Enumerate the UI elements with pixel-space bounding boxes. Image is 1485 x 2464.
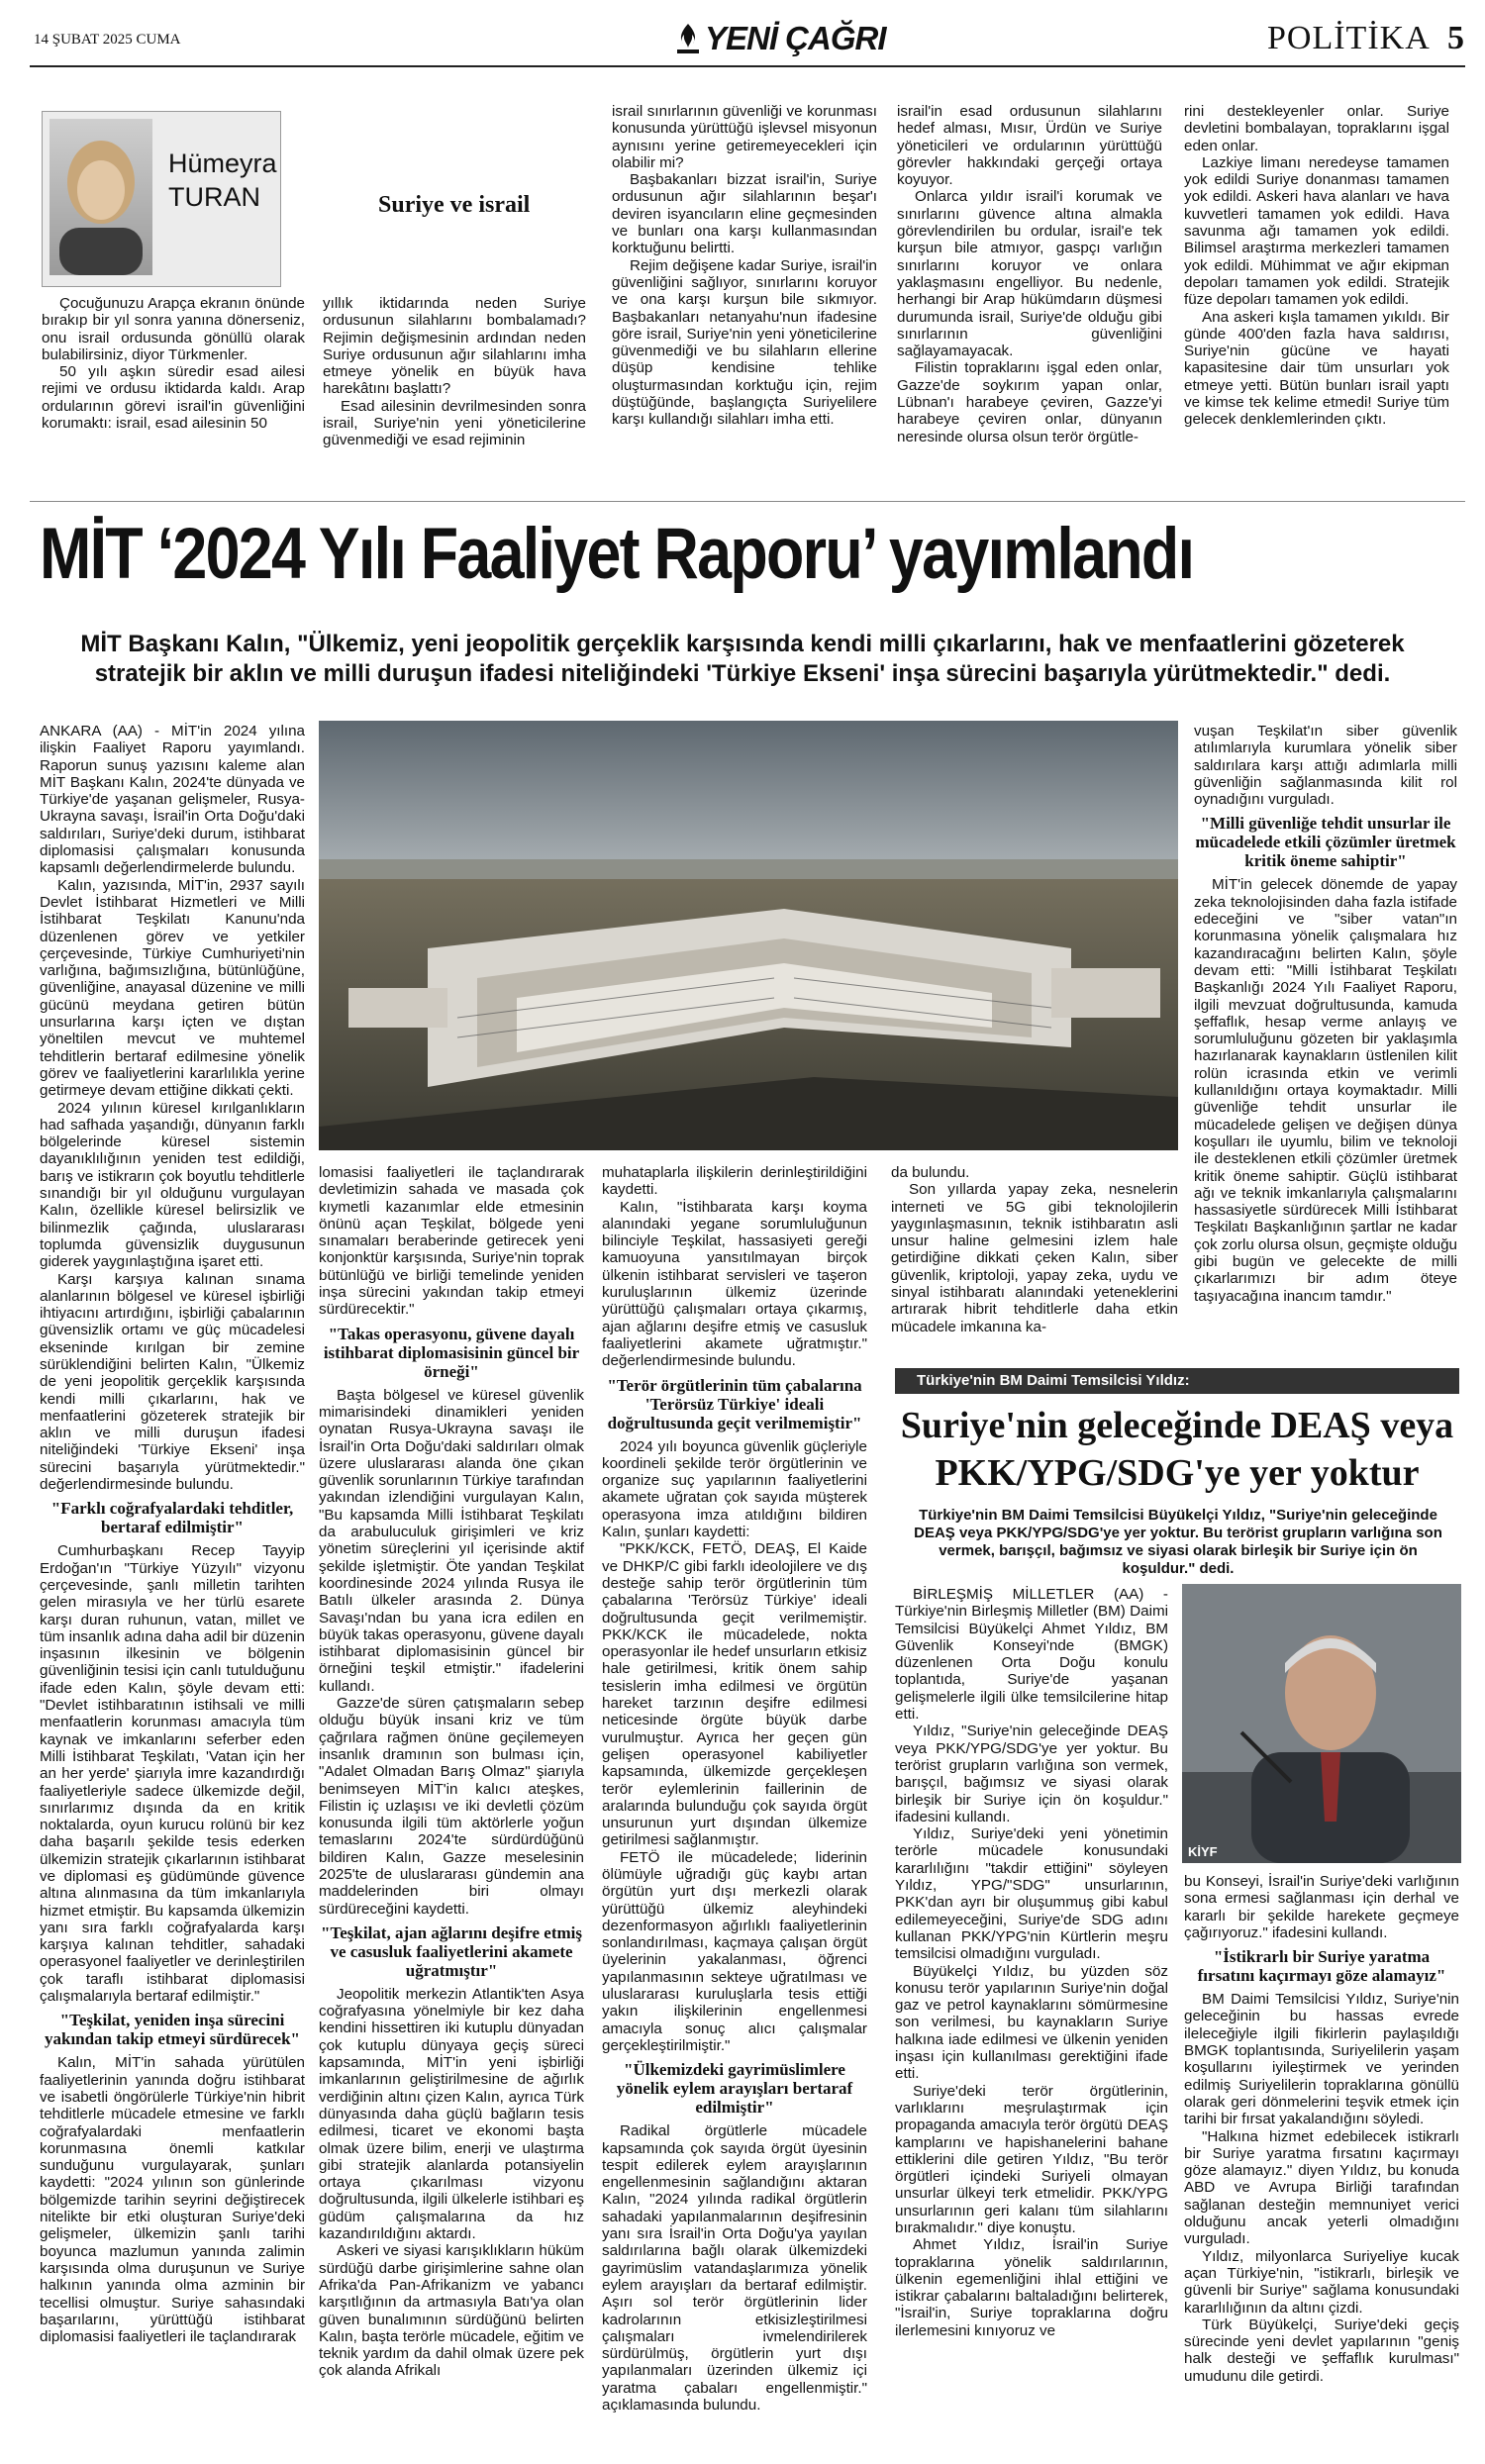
subheading: "Takas operasyonu, güvene dayalı istihbarat diplomasisinin güncel bir örneği" bbox=[323, 1324, 580, 1381]
paragraph: Suriye'deki terör örgütlerinin, varlıklarını meşrulaştırmak için propaganda amacıyla terör örgütü DEAŞ kamplarını ve hapishanelerini bahane ettiklerini dile getiren Yıldız, "Bu terör örgütleri içindeki Suriyeli olmayan unsurlar ülkeyi terk etmelidir. PKK/YPG unsurlarının geri kalanı tüm silahlarını bırakmalıdır." diye konuştu. bbox=[895, 2082, 1168, 2236]
paragraph: Başta bölgesel ve küresel güvenlik mimarisindeki dinamikleri yeniden oynatan Rusya-Ukrayna savaşı ile İsrail'in Orta Doğu'daki saldırıları olmak üzere uluslararası alanda öne çıkan güvenlik sorunlarının Türkiye tarafından yakından izlendiğini vurgulayan Kalın, "Bu kapsamda Milli İstihbarat Teşkilatı da arabuluculuk girişimleri ve kriz yönetim süreçlerini yıl içerisinde aktif şekilde işletmiştir. Öte yandan Teşkilat koordinesinde 2024 yılında Rusya ile Batılı ülkeler arasında 2. Dünya Savaşı'ndan bu yana icra edilen en büyük takas operasyonu, güvene dayalı istihbarat diplomasisinin güncel bir örneğini teşkil etmiştir." ifadelerini kullandı. bbox=[319, 1386, 584, 1695]
paragraph: muhataplarla ilişkilerin derinleştirildiğini kaydetti. bbox=[602, 1164, 867, 1199]
paragraph: israil sınırlarının güvenliği ve korunması konusunda yürüttüğü işlevsel misyonun aynısını yerine getiremeyecekleri için olabilir mi? bbox=[612, 103, 877, 171]
paragraph: Lazkiye limanı neredeyse tamamen yok edildi Suriye donanması tamamen yok edildi. Askeri hava alanları ve hava kuvvetleri tamamen yok edildi. Hava savunma ağı tamamen yok edildi. Bilimsel araştırma merkezleri tamamen yok edildi. Mühimmat ve ağır ekipman depoları tamamen yok edildi. Stratejik füze depoları tamamen yok edildi. bbox=[1184, 153, 1449, 309]
paragraph: Ahmet Yıldız, İsrail'in Suriye topraklarına yönelik saldırılarının, ülkenin egemenliğini ihlal ettiğini ve istikrar çabalarını baltaladığını belirterek, "İsrail'in, Suriye topraklarına doğru ilerlemesini kınıyoruz ve bbox=[895, 2236, 1168, 2339]
paragraph: da bulundu. bbox=[891, 1164, 970, 1181]
paragraph: Karşı karşıya kalınan sınama alanlarının bölgesel ve küresel işbirliği ihtiyacını artırdığını, işbirliği çabalarının güvensizlik ortamı ve güç mücadelesi ekseninde kırılgan bir zemine sürüklendiğini belirten Kalın, "Ülkemiz de yeni jeopolitik gerçeklik karşısında kendi milli çıkarlarını, hak ve menfaatlerini gözeterek stratejik bir aklın ve milli duruşun ifadesi niteliğindeki 'Türkiye Ekseni' inşa sürecini başarıyla yürütmektedir." değerlendirmesinde bulundu. bbox=[40, 1270, 305, 1494]
paragraph: israil'in esad ordusunun silahlarını hedef alması, Mısır, Ürdün ve Suriye yöneticileri ve ordularının yürüttüğü görevler hakkındaki gerçeği ortaya koyuyor. bbox=[897, 103, 1162, 189]
author-photo bbox=[50, 119, 152, 275]
paragraph: BM Daimi Temsilcisi Yıldız, Suriye'nin geleceğinin bu hassas evrede ileleceğiyle ilgili fikirlerin paylaşıldığı BMGK toplantısında, Suriyelilerin yaşam koşullarını iyileştirmek ve yerinden edilmiş Suriyelilerin topraklarına gönüllü olarak geri dönmelerini teşvik etmek için tarihi bir fırsat yakalandığını söyledi. bbox=[1184, 1991, 1459, 2128]
column-text-1 bbox=[42, 295, 305, 493]
subheading: "Teşkilat, yeniden inşa sürecini yakından takip etmeyi sürdürecek" bbox=[44, 2011, 300, 2049]
mit-col-3d bbox=[891, 1164, 1178, 1342]
subheading: "Ülkemizdeki gayrimüslimlere yönelik eylem arayışları bertaraf edilmiştir" bbox=[616, 2060, 853, 2118]
column-text-5 bbox=[1184, 103, 1449, 499]
photo-credit: KİYF bbox=[1188, 1844, 1218, 1859]
paragraph: Filistin topraklarını işgal eden onlar, Gazze'de soykırım yapan onlar, Lübnan'ı harabeye çeviren, Gazze'yi harabeye çeviren onlar, dünyanın neresinde olursa olsun terör örgütle- bbox=[897, 359, 1162, 445]
paragraph: Büyükelçi Yıldız, bu yüzden söz konusu terör yapılarının Suriye'nin doğal gaz ve petrol kaynaklarını sömürmesine son verilmesi, bu kaynakların Suriye halkına iade edilmesi ve ülkenin yeniden inşası için kullanılması gerektiğini ifade etti. bbox=[895, 1962, 1168, 2083]
mit-building-photo bbox=[319, 721, 1178, 1150]
column-title: Suriye ve israil bbox=[378, 192, 531, 218]
un-headline-2: PKK/YPG/SDG'ye yer yoktur bbox=[935, 1452, 1420, 1494]
paragraph: Son yıllarda yapay zeka, nesnelerin interneti ve 5G gibi teknolojilerin yaygınlaşmasının, teknik istihbaratın asli unsur haline gelmesini izlem hale getirdiğine dikkati çeken Kalın, siber güvenlik, kriptoloji, yapay zeka, uydu ve sinyal istihbaratı alanındaki yeteneklerini artırarak hibrit tehditlerle daha etkin mücadele imkanına ka- bbox=[891, 1181, 1178, 1335]
paragraph: Askeri ve siyasi karışıklıkların hüküm sürdüğü darbe girişimlerine sahne olan Afrika'da Pan-Afrikanizm ve yabancı karşıtlığının da artmasıyla Batı'ya olan güven bunalımının sürdüğünü belirten Kalın, başta terörle mücadele, eğitim ve teknik yardım da dahil olmak üzere pek çok alanda Afrikalı bbox=[319, 2242, 584, 2380]
mit-col-1 bbox=[40, 723, 305, 2445]
subheading: "Milli güvenliğe tehdit unsurlar ile mücadelede etkili çözümler üretmek kritik öneme sahiptir" bbox=[1195, 814, 1456, 871]
paragraph: "PKK/KCK, FETÖ, DEAŞ, El Kaide ve DHKP/C gibi farklı ideolojilere ve dış desteğe sahip terör örgütlerinin tüm çabalarına 'Terörsüz Türkiye' ideali doğrultusunda geçit verilmemiştir. PKK/KCK ile mücadelede, nokta operasyonlar ile hedef unsurların etkisiz hale getirilmesi, kritik önem sahip tesislerin imha edilmesi ve örgütün hareket tarzının deşifre edilmesi neticesinde örgüte büyük darbe vurulmuştur. Ayrıca her geçen gün gelişen operasyonel kabiliyetler kapsamında, ülkemizde gerçekleşen terör eylemlerinin faillerinin de aralarında bulunduğu çok sayıda örgüt unsurunun yurt dışından ülkemize getirilmesi sağlanmıştır. bbox=[602, 1540, 867, 1849]
subheading: "Terör örgütlerinin tüm çabalarına 'Terörsüz Türkiye' ideali doğrultusunda geçit verilmemiştir" bbox=[607, 1375, 862, 1432]
un-col-2 bbox=[1184, 1873, 1459, 2447]
paragraph: FETÖ ile mücadelede; liderinin ölümüyle uğradığı güç kaybı artan örgütün yurt dışı merkezli olarak yürüttüğü ülkemiz aleyhindeki dezenformasyon ağırlıklı faaliyetlerinin sonlandırılması, kaçmaya çalışan örgüt üyelerinin yakalanması, öğrenci yapılanmasının sekteye uğratılması ve uluslararası kuruluşlarla tesis ettiği yakın ilişkilerinin engellenmesi amacıyla sonuç alıcı çalışmalar gerçekleştirilmiştir." bbox=[602, 1848, 867, 2054]
paragraph: MİT'in gelecek dönemde de yapay zeka teknolojisinden daha fazla istifade edeceğini ve "siber vatan"ın korunmasına yönelik çalışmalara hız kazandıracağını belirten Kalın, şöyle devam etti: "Milli İstihbarat Teşkilatı Başkanlığı 2024 Yılı Faaliyet Raporu, ilgili mevzuat doğrultusunda, kamuda şeffaflık, hesap verme anlayış ve sorumluluğunu gözeten bir yaklaşımla hazırlanarak kaynakların üstlenilen kilit rolün icrasında etkin ve verimli kullanıldığını ortaya koymaktadır. Milli güvenliğe tehdit unsurlar ile mücadelede gelişen ve değişen dünya koşulları ile uyumlu, bilim ve teknoloji ile desteklenen etkili çözümler üretmek kritik öneme sahiptir. Güçlü istihbarat ağı ve teknik imkanlarıyla çalışmalarını hassasiyetle sürdürecek Milli İstihbarat Teşkilatı Başkanlığının şartlar ne kadar çok zorlu olursa olsun, geçmişte olduğu gibi bugün ve gelecekte de milli çıkarlarımızı bir adım öteye taşıyacağına inancım tamdır." bbox=[1194, 876, 1457, 1305]
column-text-3 bbox=[612, 103, 877, 499]
paragraph: Onlarca yıldır israil'i korumak ve sınırlarını güvence altına almakla görevlendirilen bu ordular, israil'e tek kurşun bile atmıyor, gaspçı varlığın sınırlarını koruyor ve onlara yaklaşmasını engelliyor. Bu nedenle, herhangi bir Arap hükümdarın düşmesi durumunda israil, Suriye'de olduğu gibi sınırlarının güvenliğini sağlayamayacak. bbox=[897, 188, 1162, 360]
section-title: POLİTİKA bbox=[1267, 20, 1431, 56]
author-first-name: Hümeyra bbox=[168, 148, 277, 178]
un-kicker-bar: Türkiye'nin BM Daimi Temsilcisi Yıldız: bbox=[895, 1368, 1459, 1394]
mit-headline: MİT ‘2024 Yılı Faaliyet Raporu’ yayımlandı bbox=[40, 514, 1194, 594]
paragraph: "Halkına hizmet edebilecek istikrarlı bir Suriye yaratma fırsatını kaçırmayı göze alamayız." diyen Yıldız, bu konuda ABD ve Avrupa Birliği tarafından sağlanan desteğin memnuniyet verici olduğunu ancak yeterli olmadığını vurguladı. bbox=[1184, 2127, 1459, 2248]
paragraph: yıllık iktidarında neden Suriye ordusunun silahlarını bombalamadı? Rejimin değişmesinin ardından neden Suriye ordusunun ağır silahlarını imha etmeye yönelik en büyük hava harekâtını başlattı? bbox=[323, 295, 586, 398]
column-divider bbox=[30, 501, 1465, 502]
paragraph: rini destekleyenler onlar. Suriye devletini bombalayan, topraklarını işgal eden onlar. bbox=[1184, 103, 1449, 154]
paragraph: Türk Büyükelçi, Suriye'deki geçiş sürecinde yeni devlet yapılarının "geniş halk desteği ve şeffaflık kurulması" umudunu dile getirdi. bbox=[1184, 2316, 1459, 2385]
paragraph: Yıldız, milyonlarca Suriyeliye kucak açan Türkiye'nin, "istikrarlı, birleşik ve güvenli bir Suriye" sağlama konusundaki kararlılığının da altını çizdi. bbox=[1184, 2247, 1459, 2316]
paragraph: Radikal örgütlerle mücadele kapsamında çok sayıda örgüt üyesinin tespit edilerek eylem arayışlarının engellenmesinin sağlandığını aktaran Kalın, "2024 yılında radikal örgütlerin sahadaki yapılanmalarının deşifresinin yanı sıra İsrail'in Orta Doğu'ya yayılan saldırılarına bağlı olarak ülkemizdeki gayrimüslim vatandaşlarımıza yönelik eylem arayışları da bertaraf edilmiştir. Aşırı sol terör örgütlerinin lider kadrolarının etkisizleştirilmesi çalışmaları ivmelendirilerek sürdürülmüş, örgütlerin yurt dışı yapılanmaları üzerinden ülkemiz içi yaratma çabaları engellenmiştir." açıklamasında bulundu. bbox=[602, 2122, 867, 2414]
mit-deck: MİT Başkanı Kalın, "Ülkemiz, yeni jeopolitik gerçeklik karşısında kendi milli çıkarlarını, hak ve menfaatlerini gözeterek stratejik bir aklın ve milli duruşun ifadesi niteliğindeki 'Türkiye Ekseni' inşa sürecini başarıyla yürütmektedir." dedi. bbox=[80, 631, 1405, 687]
paragraph: BİRLEŞMİŞ MİLLETLER (AA) - Türkiye'nin Birleşmiş Milletler (BM) Daimi Temsilcisi Büyükelçi Ahmet Yıldız, BM Güvenlik Konseyi'nde (BMGK) düzenlenen Orta Doğu konulu toplantıda, Suriye'de yaşanan gelişmelerle ilgili ülke temsilcilerine hitap etti. bbox=[895, 1586, 1168, 1724]
paragraph: Esad ailesinin devrilmesinden sonra israil, Suriye'nin yeni yöneticilerine güvenmediği ve esad rejiminin bbox=[323, 397, 586, 449]
paragraph: Yıldız, Suriye'deki yeni yönetimin terörle mücadele konusundaki kararlılığını "takdir ettiğini" söyleyen Yıldız, YPG/"SDG" unsurlarının, PKK'dan ayrı bir oluşummuş gibi kabul edilemeyeceğini, Suriye'de SDG adını kullanan PKK/YPG'nin Kürtlerin meşru temsilcisi olmadığını vurguladı. bbox=[895, 1825, 1168, 1963]
un-col-1 bbox=[895, 1586, 1168, 2447]
un-speaker-photo bbox=[1182, 1584, 1461, 1863]
header-rule bbox=[30, 65, 1465, 67]
paragraph: Kalın, MİT'in sahada yürütülen faaliyetlerinin yanında doğru istihbarat ve isabetli öngörülerle Türkiye'nin hibrit tehditlerle mücadele etmesine ve farklı coğrafyalardaki menfaatlerin korunmasına önemli katkılar sunduğunu vurgulayarak, şunları kaydetti: "2024 yılının son günlerinde bölgemizde tarihin seyrini değiştirecek nitelikte bir etki oluşturan Suriye'deki gelişmeler, ülkemizin şanlı tarihi boyunca mazlumun yanında zalimin karşısında olma duruşunun ve Suriye halkının yanında olma azminin bir tecellisi olmuştur. Suriye sahasındaki başarılarını, yürüttüğü istihbarat diplomasisi faaliyetleri ile taçlandırarak bbox=[40, 2054, 305, 2346]
paragraph: lomasisi faaliyetleri ile taçlandırarak devletimizin sahada ve masada çok kıymetli kazanımlar elde etmesinin önünü açan Teşkilat, bölgede yeni sınamaları beraberinde getirecek yeni konjonktür karşısında, Suriye'nin toprak bütünlüğü ve birliği temelinde yeniden inşa sürecini yakından takip etmeyi sürdürecektir." bbox=[319, 1164, 584, 1319]
paragraph: Rejim değişene kadar Suriye, israil'in güvenliğini sağlıyor, sınırlarını koruyor ve ona karşı kurşun bile sıkmıyor. Başbakanları netanyahu'nun ifadesine göre israil, Suriye'nin yeni yöneticilerine güvenmediği ve bu silahların ellerine düşüp kendisine tehlike oluşturmasından korktuğu için, rejim düştüğünde, başlangıçta Suriyelilere karşı kullandığı silahları imha etti. bbox=[612, 256, 877, 429]
column-text-2 bbox=[323, 295, 586, 493]
paragraph: Yıldız, "Suriye'nin geleceğinde DEAŞ veya PKK/YPG/SDG'ye yer yoktur. Bu terörist grupların varlığına son vermek, barışçıl, bağımsız ve siyasi olarak birleşik bir Suriye için ön koşuldur." ifadesini kullandı. bbox=[895, 1723, 1168, 1825]
subheading: "Teşkilat, ajan ağlarını deşifre etmiş ve casusluk faaliyetlerini akamete uğratmıştır" bbox=[321, 1922, 582, 1980]
paragraph: 2024 yılının küresel kırılganlıkların had safhada yaşandığı, dünyanın farklı bölgelerinde küresel sistemin dayanıklılığının yeniden test edildiği, barış ve istikrarın çok boyutlu tehditlerle sınandığı bir yıl olduğunu vurgulayan Kalın, özellikle küresel belirsizlik ve bilinmezlik çağında, uluslararası toplumda güvensizlik duygusunun giderek yaygınlaştığına işaret etti. bbox=[40, 1099, 305, 1271]
un-headline-1: Suriye'nin geleceğinde DEAŞ veya bbox=[900, 1405, 1454, 1446]
paragraph: ANKARA (AA) - MİT'in 2024 yılına ilişkin Faaliyet Raporu yayımlandı. Raporun sunuş yazısını kaleme alan MİT Başkanı Kalın, 2024'te dünyada ve Türkiye'de yaşanan gelişmeler, Rusya-Ukrayna savaşı, İsrail'in Orta Doğu'daki saldırıları, Suriye'deki durum, istihbarat diplomasisi çalışmaları konusunda kapsamlı değerlendirmelerde bulundu. bbox=[40, 723, 305, 877]
mit-col-4 bbox=[1194, 723, 1457, 1346]
mit-col-3 bbox=[602, 1164, 867, 2451]
paragraph: Ana askeri kışla tamamen yıkıldı. Bir günde 400'den fazla hava saldırısı, Suriye'nin gücüne ve hayati kapasitesine dair tüm unsurları yok etmeye yetti. Bütün bunları israil yaptı ve kimse tek kelime etmedi! Suriye tüm gelecek denklemlerinden çıktı. bbox=[1184, 308, 1449, 429]
mit-col-2 bbox=[319, 1164, 584, 2451]
paragraph: Jeopolitik merkezin Atlantik'ten Asya coğrafyasına yönelmiyle bir kez daha kendini hissettiren iki kutuplu dünyadan çok kutuplu dünyaya geçiş süreci kapsamında, MİT'in yeni işbirliği imkanlarının geliştirilmesine de ağırlık verdiğinin altını çizen Kalın, ayrıca Türk dünyasında daha güçlü bağların tesis edilmesi, ticaret ve ekonomi başta olmak üzere bilim, enerji ve ulaştırma gibi stratejik alanlarda potansiyelin ortaya çıkarılması vizyonu doğrultusunda, ilgili ülkelerle istihbari eş güdüm çalışmalarına da hız kazandırıldığını aktardı. bbox=[319, 1985, 584, 2243]
column-text-4 bbox=[897, 103, 1162, 499]
paragraph: 50 yılı aşkın süredir esad ailesi rejimi ve ordusu iktidarda kaldı. Arap ordularının görevi israil'in güvenliğini korumaktı: israil, esad ailesinin 50 bbox=[42, 363, 305, 433]
paragraph: 2024 yılı boyunca güvenlik güçleriyle koordineli şekilde terör örgütlerinin ve organize suç yapılarının faaliyetlerini akamete uğratan çok sayıda müşterek operasyona imza atıldığını bildiren Kalın, şunları kaydetti: bbox=[602, 1437, 867, 1541]
logo-flame-icon bbox=[673, 22, 703, 55]
paragraph: Kalın, yazısında, MİT'in, 2937 sayılı Devlet İstihbarat Hizmetleri ve Milli İstihbarat Teşkilatı Kanunu'nda düzenlenen görev ve yetkiler çerçevesinde, Türkiye Cumhuriyeti'nin varlığına, bağımsızlığına, bütünlüğüne, güvenliğine, anayasal düzenine ve milli gücünü meydana getiren bütün unsurlarına karşı içten ve dıştan yöneltilen mevcut ve muhtemel tehditlerin bertaraf edilmesine yönelik görev ve faaliyetlerini kararlılıkla yerine getirmeye devam ettiğine dikkati çekti. bbox=[40, 876, 305, 1100]
un-deck: Türkiye'nin BM Daimi Temsilcisi Büyükelçi Yıldız, "Suriye'nin geleceğinde DEAŞ veya PKK/YPG/SDG'ye yer yoktur. Bu terörist grupların varlığına son vermek, barışçıl, bağımsız ve siyasi olarak birleşik bir Suriye için ön koşuldur." dedi. bbox=[914, 1507, 1442, 1577]
issue-date: 14 ŞUBAT 2025 CUMA bbox=[34, 32, 181, 48]
paragraph: vuşan Teşkilat'ın siber güvenlik atılımlarıyla kurumlara yönelik siber saldırılara karşı attığı adımlarla milli güvenliğin sağlanmasında kilit rol oynadığını vurguladı. bbox=[1194, 723, 1457, 809]
subheading: "Farklı coğrafyalardaki tehditler, bertaraf edilmiştir" bbox=[50, 1499, 294, 1537]
paragraph: bu Konseyi, İsrail'in Suriye'deki varlığının sona ermesi sağlanması için derhal ve kararlı bir şekilde harekete geçmeye çağırıyoruz." ifadesini kullandı. bbox=[1184, 1873, 1459, 1941]
masthead-logo: YENİ ÇAĞRI bbox=[673, 22, 901, 57]
paragraph: Çocuğunuzu Arapça ekranın önünde bırakıp bir yıl sonra yanına dönerseniz, onu israil ordusunda gönüllü olarak bulabilirsiniz, diyor Türkmenler. bbox=[42, 295, 305, 363]
paragraph: Kalın, "İstihbarata karşı koyma alanındaki yegane sorumluluğunun bilinciyle Teşkilat, hassasiyeti gereği kamuoyuna yansıtılmayan birçok ülkenin istihbarat servisleri ve taşeron kuruluşlarının ülkemiz üzerinde yürüttüğü çalışmaları ortaya çıkarmış, ajan ağlarını deşifre etmiş ve casusluk faaliyetlerini akamete uğratmıştır." değerlendirmesinde bulundu. bbox=[602, 1198, 867, 1370]
subheading: "İstikrarlı bir Suriye yaratma fırsatını kaçırmayı göze alamayız" bbox=[1197, 1947, 1446, 1986]
paragraph: Başbakanları bizzat israil'in, Suriye ordusunun ağır silahlarının beşar'ı deviren isyancıların eline geçmesinden ve bunları ona karşı kullanmasından korktuğunu belirtti. bbox=[612, 171, 877, 257]
paragraph: Gazze'de süren çatışmaların sebep olduğu büyük insani kriz ve tüm çağrılara rağmen önüne geçilemeyen insanlık dramının son bulması için, "Adalet Olmadan Barış Olmaz" şiarıyla benimseyen MİT'in kalıcı ateşkes, Filistin iç uzlaşısı ve iki devletli çözüm konusunda ilgili tüm aktörlerle yoğun temaslarını 2024'te sürdürdüğünü bildiren Kalın, Gazze meselesinin 2025'te de uluslararası gündemin ana maddelerinden biri olmayı sürdüreceğini kaydetti. bbox=[319, 1695, 584, 1918]
author-last-name: TURAN bbox=[168, 182, 260, 212]
page-number: 5 bbox=[1447, 20, 1465, 56]
paragraph: Cumhurbaşkanı Recep Tayyip Erdoğan'ın "Türkiye Yüzyılı" vizyonu çerçevesinde, şanlı milletin tarihten gelen mirasıyla ve her türlü esarete karşı duran ruhunun, vatan, millet ve tüm insanlık adına daha adil bir düzenin inşasının ilkesinin ve bölgenin güvenliğinin tesisi için canlı tutulduğunu ifade eden Kalın, şöyle devam etti: "Devlet istihbaratının istihsali ve milli menfaatlerin korunması amacıyla tüm kaynak ve imkanlarını seferber eden Milli İstihbarat Teşkilatı, 'Vatan için her an her yerde' şiarıyla imre kazandırdığı faaliyetleriyle sadece ülkemizde değil, sınırlarımız dışında da en kritik noktalarda, oyun kurucu rolünü bir kez daha başarılı şekilde tesis ederken ülkemizin stratejik çıkarlarının istihbarat ve diplomasi eş güdümünde güvence altına alınmasına da tüm imkanlarıyla hizmet etmiştir. Bu kapsamda ülkemizin yanı sıra farklı coğrafyalarda karşı karşıya kalınan tehditler, sahadaki operasyonel faaliyetler ve derinleştirilen çok taraflı istihbarat diplomasisi çalışmalarıyla bertaraf edilmiştir." bbox=[40, 1542, 305, 2006]
